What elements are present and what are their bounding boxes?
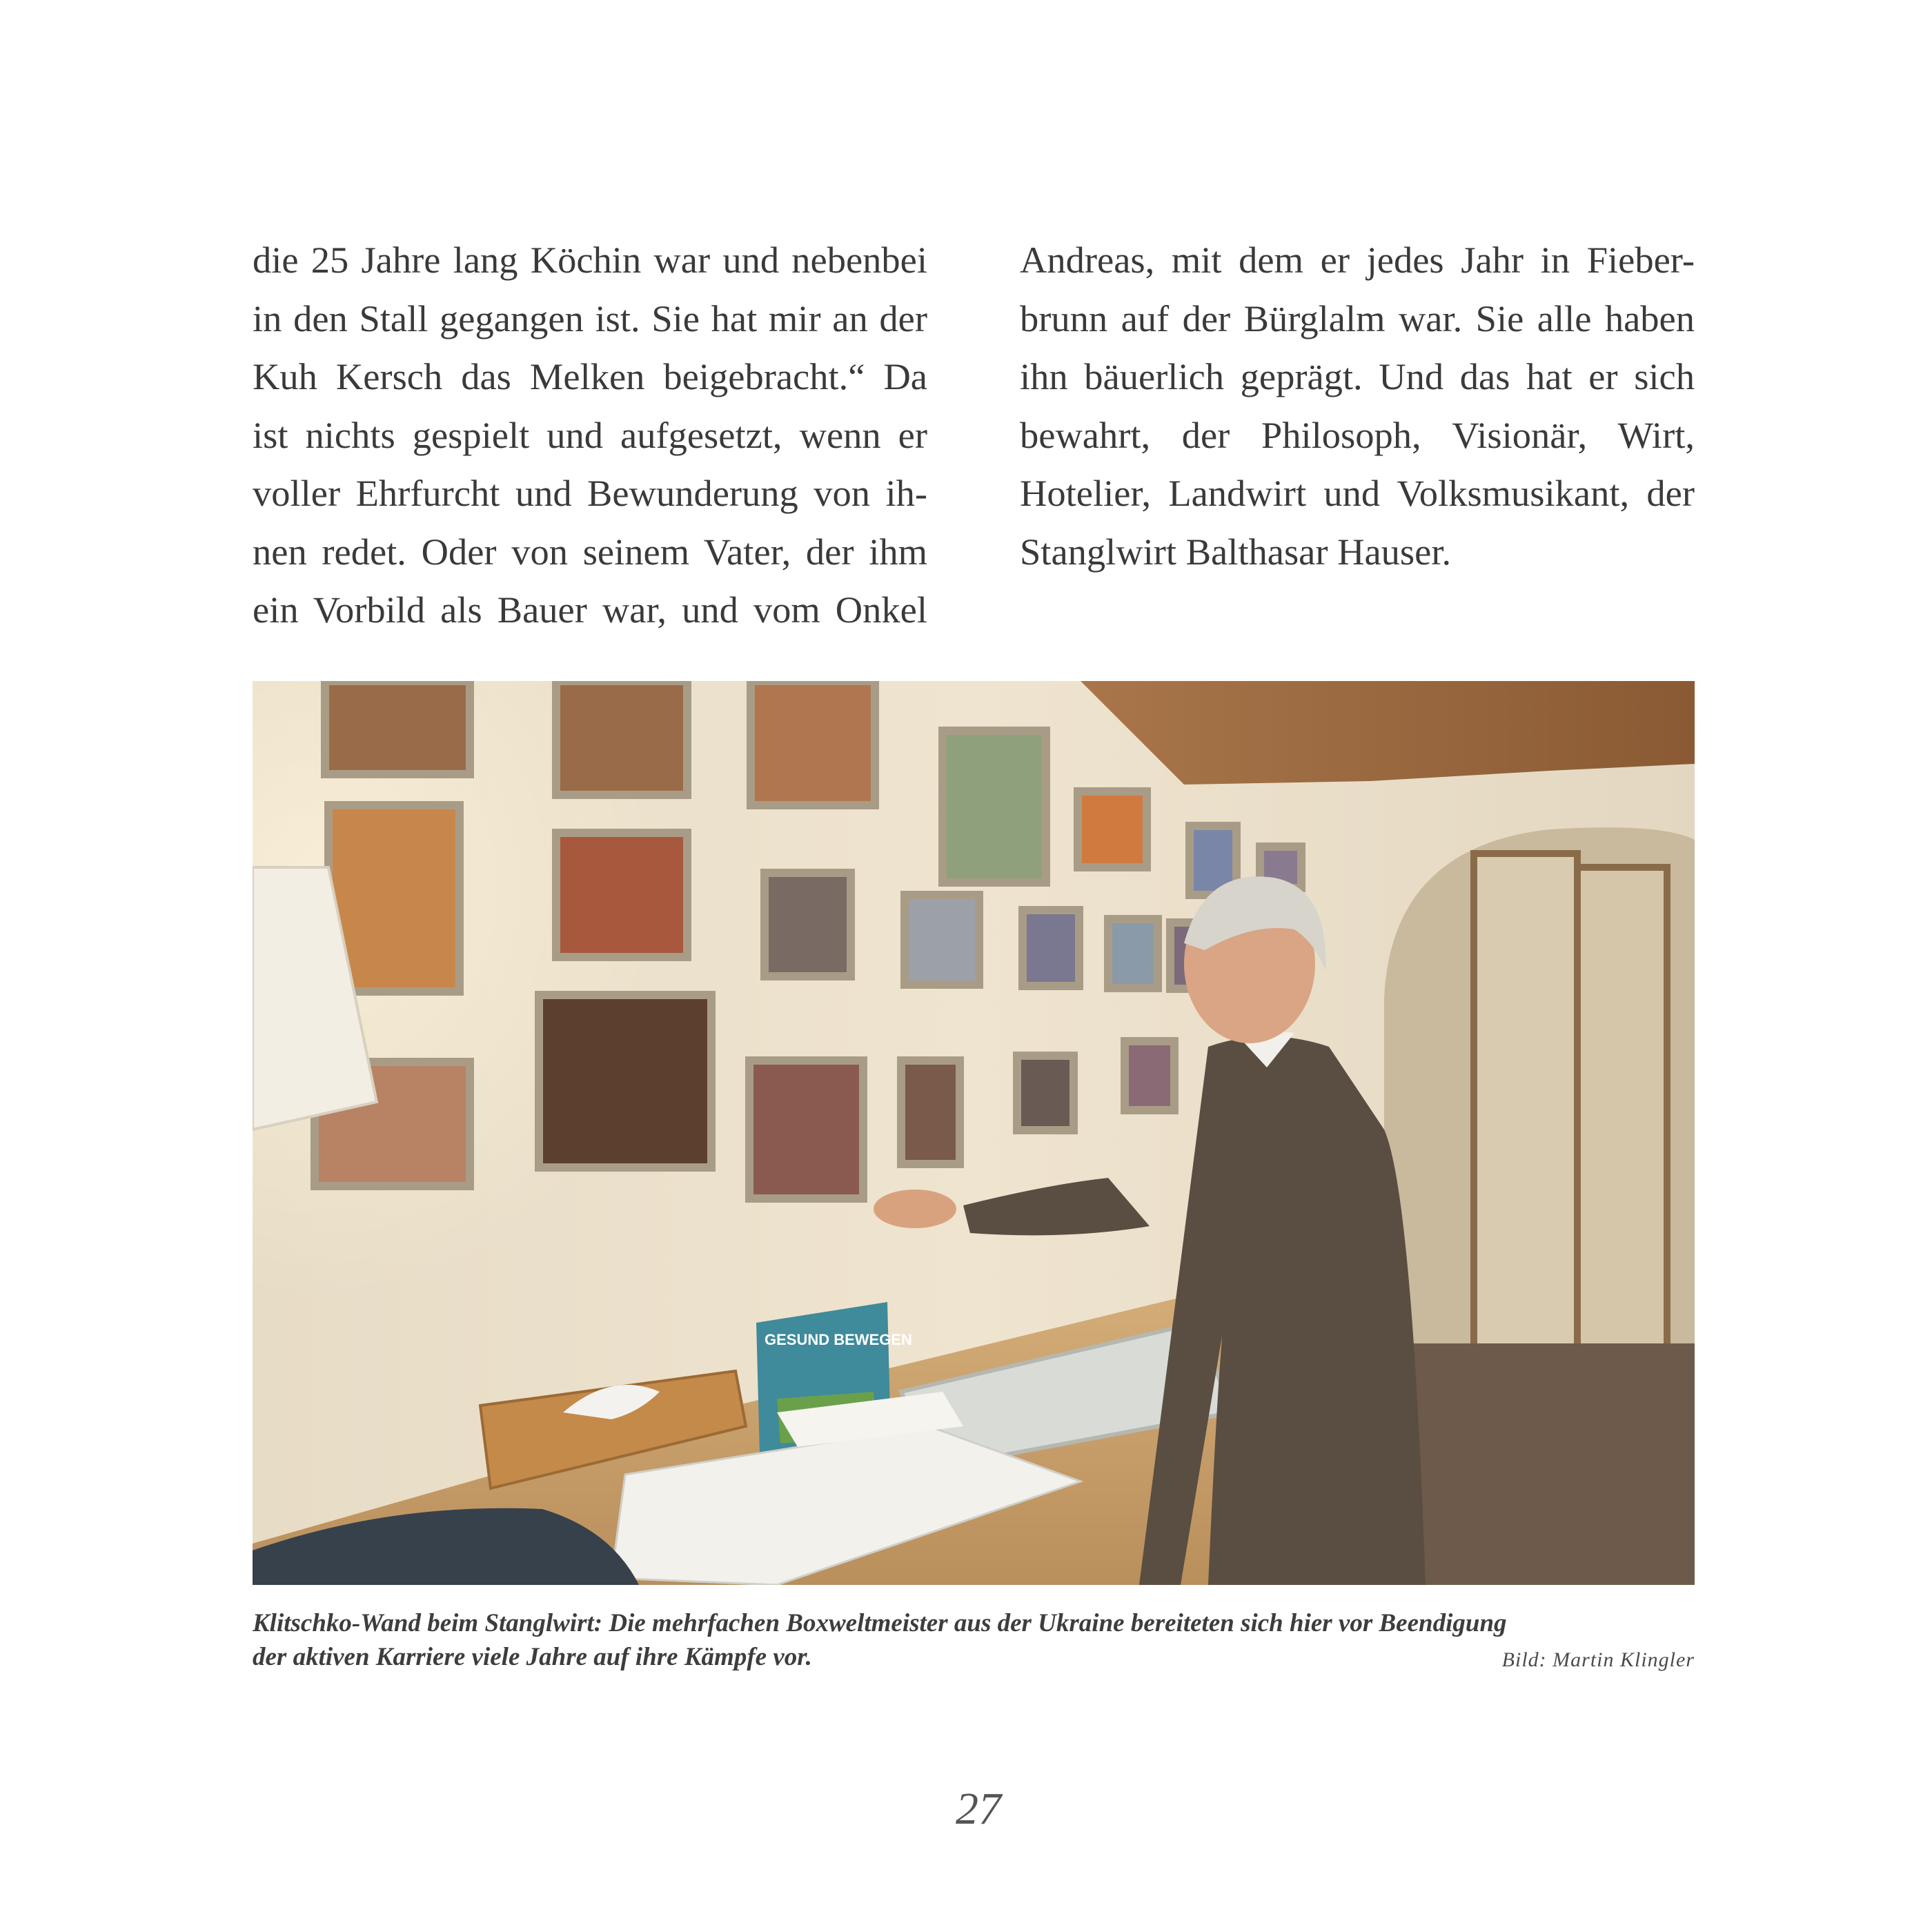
text-line: ein Vorbild als Bauer war, und vom Onkel [253, 589, 927, 631]
page-number: 27 [956, 1784, 1001, 1834]
text-line: Stanglwirt Balthasar Hauser. [1020, 530, 1452, 573]
text-column-left [253, 231, 927, 640]
text-column-right [1020, 231, 1695, 581]
photo-caption-line-2: der aktiven Karriere viele Jahre auf ihre Kämpfe vor. [253, 1643, 812, 1671]
photo-credit: Bild: Martin Klingler [1501, 1648, 1695, 1671]
text-line: voller Ehrfurcht und Bewunderung von ih- [253, 472, 927, 514]
text-line: ihn bäuerlich geprägt. Und das hat er sich [1020, 355, 1695, 397]
photo-caption-line-1: Klitschko-Wand beim Stanglwirt: Die mehrfachen Boxweltmeister aus der Ukraine bereiteten sich hier vor Beendigung [253, 1609, 1507, 1637]
text-line: brunn auf der Bürglalm war. Sie alle haben [1020, 297, 1695, 339]
brochure-label: GESUND BEWEGEN [765, 1331, 912, 1348]
photo-klitschko-wall [253, 681, 1695, 1585]
text-line: nen redet. Oder von seinem Vater, der ihm [253, 530, 927, 573]
text-line: in den Stall gegangen ist. Sie hat mir an der [253, 297, 927, 339]
text-line: Andreas, mit dem er jedes Jahr in Fieber- [1020, 239, 1695, 281]
text-line: ist nichts gespielt und aufgesetzt, wenn er [253, 413, 927, 456]
text-line: Hotelier, Landwirt und Volksmusikant, der [1020, 472, 1695, 514]
text-line: bewahrt, der Philosoph, Visionär, Wirt, [1020, 413, 1695, 456]
text-line: die 25 Jahre lang Köchin war und nebenbei [253, 239, 927, 281]
text-line: Kuh Kersch das Melken beigebracht.“ Da [253, 355, 927, 397]
